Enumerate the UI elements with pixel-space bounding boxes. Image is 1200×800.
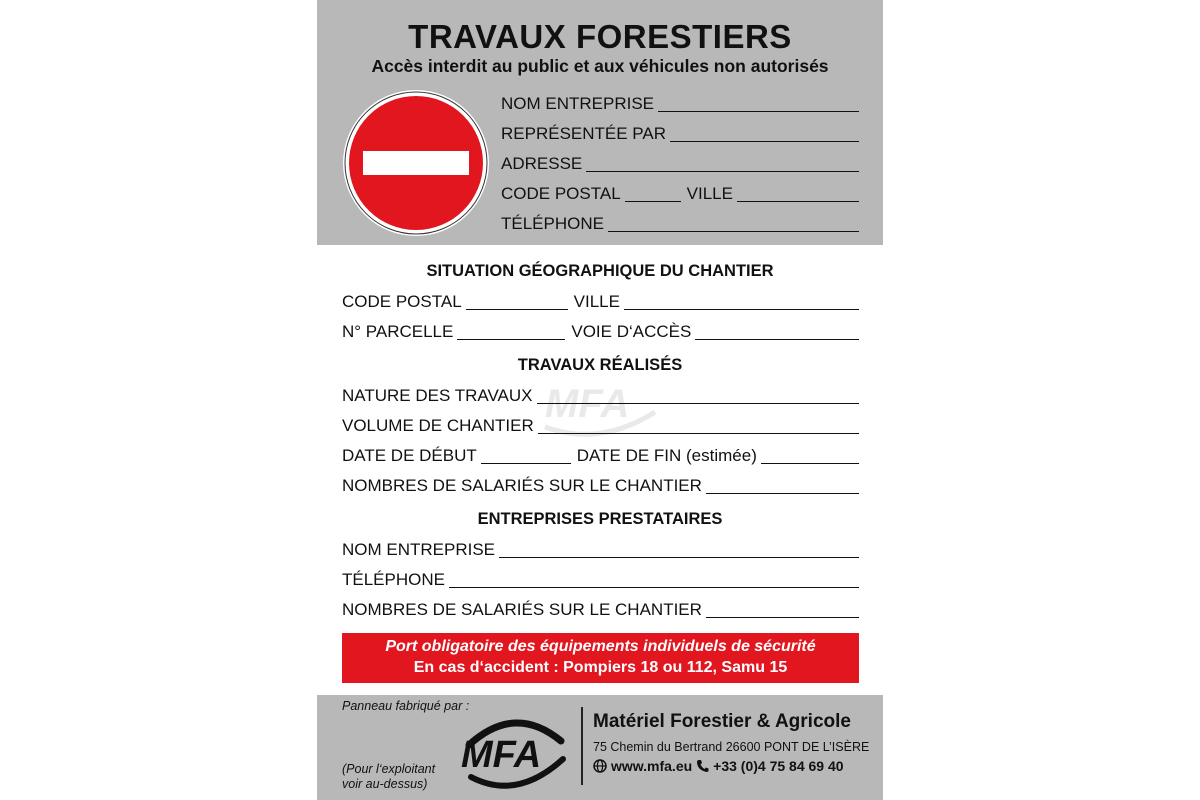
field-prestataire-salaries[interactable]: NOMBRES DE SALARIÉS SUR LE CHANTIER xyxy=(342,598,859,620)
logo-text: MFA xyxy=(461,734,542,776)
phone-icon xyxy=(696,759,709,773)
input-line[interactable] xyxy=(658,95,859,112)
page-title: TRAVAUX FORESTIERS xyxy=(408,18,792,55)
globe-icon xyxy=(593,759,607,773)
field-nom-entreprise[interactable]: NOM ENTREPRISE xyxy=(501,92,859,114)
input-line[interactable] xyxy=(625,185,681,202)
input-line[interactable] xyxy=(706,477,859,494)
field-prestataire-telephone[interactable]: TÉLÉPHONE xyxy=(342,568,859,590)
company-address: 75 Chemin du Bertrand 26600 PONT DE L’ISÈRE xyxy=(593,740,870,754)
input-line[interactable] xyxy=(670,125,859,142)
input-line[interactable] xyxy=(499,541,859,558)
input-line[interactable] xyxy=(624,293,859,310)
field-situation-code-postal-ville[interactable]: CODE POSTAL VILLE xyxy=(342,290,859,312)
field-code-postal-ville[interactable]: CODE POSTAL VILLE xyxy=(501,182,859,204)
section-heading-travaux: TRAVAUX RÉALISÉS xyxy=(517,356,683,374)
input-line[interactable] xyxy=(695,323,859,340)
field-volume-chantier[interactable]: VOLUME DE CHANTIER xyxy=(342,414,859,436)
safety-line-2: En cas d‘accident : Pompiers 18 ou 112, Samu 15 xyxy=(413,659,788,676)
input-line[interactable] xyxy=(737,185,859,202)
field-telephone[interactable]: TÉLÉPHONE xyxy=(501,212,859,234)
safety-banner xyxy=(342,633,859,683)
company-name: Matériel Forestier & Agricole xyxy=(593,711,851,732)
input-line[interactable] xyxy=(608,215,859,232)
footer-block xyxy=(317,695,883,800)
website-link[interactable]: www.mfa.eu xyxy=(611,758,693,774)
section-heading-situation: SITUATION GÉOGRAPHIQUE DU CHANTIER xyxy=(426,262,774,280)
field-parcelle-voie[interactable]: N° PARCELLE VOIE D‘ACCÈS xyxy=(342,320,859,342)
mfa-logo xyxy=(455,705,575,793)
phone-number[interactable]: +33 (0)4 75 84 69 40 xyxy=(713,758,844,774)
input-line[interactable] xyxy=(449,571,859,588)
company-contact xyxy=(593,758,844,774)
input-line[interactable] xyxy=(761,447,859,464)
input-line[interactable] xyxy=(481,447,571,464)
field-adresse[interactable]: ADRESSE xyxy=(501,152,859,174)
input-line[interactable] xyxy=(706,601,859,618)
input-line[interactable] xyxy=(586,155,859,172)
section-heading-prestataires: ENTREPRISES PRESTATAIRES xyxy=(477,510,723,528)
field-travaux-salaries[interactable]: NOMBRES DE SALARIÉS SUR LE CHANTIER xyxy=(342,474,859,496)
input-line[interactable] xyxy=(466,293,568,310)
sign-panel xyxy=(317,0,883,800)
header-block xyxy=(317,0,883,245)
maker-label: Panneau fabriqué par : xyxy=(342,699,470,713)
input-line[interactable] xyxy=(457,323,565,340)
field-dates[interactable]: DATE DE DÉBUT DATE DE FIN (estimée) xyxy=(342,444,859,466)
field-prestataire-nom[interactable]: NOM ENTREPRISE xyxy=(342,538,859,560)
svg-text:MFA: MFA xyxy=(545,382,630,426)
input-line[interactable] xyxy=(537,387,860,404)
input-line[interactable] xyxy=(538,417,859,434)
page-subtitle: Accès interdit au public et aux véhicules non autorisés xyxy=(371,56,829,76)
no-entry-sign-icon xyxy=(342,89,490,237)
exploitant-note: (Pour l‘exploitant voir au-dessus) xyxy=(342,762,436,791)
safety-line-1: Port obligatoire des équipements individuels de sécurité xyxy=(385,638,816,655)
field-nature-travaux[interactable]: NATURE DES TRAVAUX xyxy=(342,384,859,406)
field-representee-par[interactable]: REPRÉSENTÉE PAR xyxy=(501,122,859,144)
footer-divider xyxy=(581,707,583,785)
